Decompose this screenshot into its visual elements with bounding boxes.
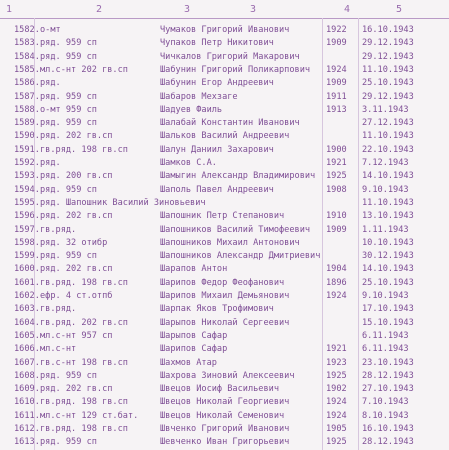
row-number: 1602. <box>14 291 40 301</box>
rank-unit: ряд. 32 отибр <box>40 237 108 248</box>
table-row <box>0 383 449 396</box>
date-cell: 13.10.1943 <box>362 211 414 222</box>
date-cell: 23.10.1943 <box>362 357 414 368</box>
birth-year: 1924 <box>326 410 347 421</box>
table-row <box>0 343 449 356</box>
person-name: Швченко Григорий Иванович <box>160 424 290 434</box>
column-header-1: 1 <box>6 4 13 15</box>
birth-year: 1905 <box>326 424 347 434</box>
rank-unit: ряд. 959 сп <box>40 251 97 262</box>
table-row <box>0 37 449 50</box>
birth-year: 1908 <box>326 184 347 195</box>
date-cell: 1.11.1943 <box>362 224 409 235</box>
table-row <box>0 410 449 423</box>
rank-unit: гв.ряд. 198 гв.сп <box>40 424 128 434</box>
rank-unit: мл.с-нт 202 гв.сп <box>40 64 128 75</box>
birth-year: 1925 <box>326 171 347 182</box>
table-row <box>0 130 449 143</box>
column-header-3a: 3 <box>184 4 191 15</box>
person-name: Шапошников Михаил Антонович <box>160 237 300 248</box>
row-number: 1611. <box>14 410 40 421</box>
person-name: Шамыгин Александр Владимирович <box>160 171 316 182</box>
date-cell: 30.12.1943 <box>362 251 414 262</box>
rank-unit: ряд. 959 сп <box>40 91 97 102</box>
rank-unit: ряд. 202 гв.сп <box>40 264 113 275</box>
table-row <box>0 117 449 130</box>
rank-unit: гв.ряд. <box>40 224 77 235</box>
table-row <box>0 184 449 197</box>
row-number: 1600. <box>14 264 40 275</box>
row-number: 1609. <box>14 384 40 395</box>
table-row <box>0 250 449 263</box>
table-row <box>0 357 449 370</box>
rank-unit: ефр. 4 ст.отпб <box>40 291 113 301</box>
column-header-4: 4 <box>344 4 351 15</box>
date-cell: 15.10.1943 <box>362 317 414 328</box>
birth-year: 1909 <box>326 78 347 89</box>
row-number: 1607. <box>14 357 40 368</box>
birth-year: 1924 <box>326 64 347 75</box>
person-name: Шапошников Александр Дмитриевич <box>160 251 321 262</box>
table-row <box>0 277 449 290</box>
person-name: Шахмов Атар <box>160 357 217 368</box>
row-number: 1603. <box>14 304 40 315</box>
row-number: 1585. <box>14 64 40 75</box>
row-number: 1592. <box>14 158 40 168</box>
date-cell: 25.10.1943 <box>362 277 414 288</box>
row-number: 1606. <box>14 344 40 355</box>
column-header-2: 2 <box>96 4 103 15</box>
person-name: Шарыпов Николай Сергеевич <box>160 317 290 328</box>
date-cell: 27.12.1943 <box>362 118 414 129</box>
row-number: 1610. <box>14 397 40 408</box>
person-name: Шапошник Петр Степанович <box>160 211 285 222</box>
person-name: Шапошников Василий Тимофеевич <box>160 224 311 235</box>
person-name: Шадуев Фаиль <box>160 104 223 115</box>
date-cell: 11.10.1943 <box>362 64 414 75</box>
birth-year: 1902 <box>326 384 347 395</box>
row-number: 1589. <box>14 118 40 129</box>
birth-year: 1909 <box>326 224 347 235</box>
table-row <box>0 24 449 37</box>
rank-unit: ряд. 202 гв.сп <box>40 211 113 222</box>
date-cell: 27.10.1943 <box>362 384 414 395</box>
rank-unit: гв.ряд. 198 гв.сп <box>40 397 128 408</box>
rank-unit: гв.ряд. 202 гв.сп <box>40 317 128 328</box>
date-cell: 22.10.1943 <box>362 144 414 155</box>
table-row <box>0 303 449 316</box>
date-cell: 16.10.1943 <box>362 424 414 434</box>
rank-unit: ряд. 959 сп <box>40 118 97 129</box>
rank-unit: ряд. Шапошник Василий Зиновьевич <box>40 197 206 208</box>
person-name: Шальков Василий Андреевич <box>160 131 290 142</box>
column-header-row <box>0 2 449 18</box>
birth-year: 1921 <box>326 158 347 168</box>
row-number: 1601. <box>14 277 40 288</box>
table-row <box>0 423 449 436</box>
person-name: Шарапов Антон <box>160 264 228 275</box>
person-name: Шарипов Михаил Демьянович <box>160 291 290 301</box>
person-name: Чупаков Петр Никитович <box>160 38 274 49</box>
birth-year: 1924 <box>326 397 347 408</box>
rank-unit: ряд. 959 сп <box>40 184 97 195</box>
date-cell: 11.10.1943 <box>362 197 414 208</box>
birth-year: 1922 <box>326 25 347 35</box>
row-number: 1596. <box>14 211 40 222</box>
header-rule <box>0 18 449 19</box>
rank-unit: мл.с-нт 129 ст.бат. <box>40 410 139 421</box>
date-cell: 6.11.1943 <box>362 330 409 341</box>
row-number: 1593. <box>14 171 40 182</box>
table-row <box>0 170 449 183</box>
person-name: Шарпак Яков Трофимович <box>160 304 274 315</box>
row-number: 1591. <box>14 144 40 155</box>
rank-unit: ряд. <box>40 78 61 89</box>
table-row <box>0 396 449 409</box>
row-number: 1586. <box>14 78 40 89</box>
birth-year: 1923 <box>326 357 347 368</box>
person-name: Шалабай Константин Иванович <box>160 118 300 129</box>
person-name: Шабаров Мехзаге <box>160 91 238 102</box>
person-name: Шарипов Сафар <box>160 344 228 355</box>
row-number: 1582. <box>14 25 40 35</box>
row-number: 1608. <box>14 370 40 381</box>
birth-year: 1924 <box>326 291 347 301</box>
rank-unit: о-мт 959 сп <box>40 104 97 115</box>
date-cell: 14.10.1943 <box>362 264 414 275</box>
row-number: 1605. <box>14 330 40 341</box>
table-row <box>0 263 449 276</box>
date-cell: 17.10.1943 <box>362 304 414 315</box>
date-cell: 9.10.1943 <box>362 184 409 195</box>
table-row <box>0 64 449 77</box>
rank-unit: мл.с-нт 957 сп <box>40 330 113 341</box>
rank-unit: ряд. 200 гв.сп <box>40 171 113 182</box>
rank-unit: ряд. 202 гв.сп <box>40 131 113 142</box>
birth-year: 1913 <box>326 104 347 115</box>
person-name: Шарыпов Сафар <box>160 330 228 341</box>
row-number: 1584. <box>14 51 40 62</box>
date-cell: 16.10.1943 <box>362 25 414 35</box>
rank-unit: гв.ряд. 198 гв.сп <box>40 277 128 288</box>
row-number: 1613. <box>14 437 40 448</box>
table-row <box>0 144 449 157</box>
person-name: Швецов Николай Семенович <box>160 410 285 421</box>
person-name: Чумаков Григорий Иванович <box>160 25 290 35</box>
person-name: Швецов Иосиф Васильевич <box>160 384 279 395</box>
birth-year: 1910 <box>326 211 347 222</box>
row-number: 1583. <box>14 38 40 49</box>
date-cell: 7.10.1943 <box>362 397 409 408</box>
rank-unit: ряд. 959 сп <box>40 38 97 49</box>
person-name: Шевченко Иван Григорьевич <box>160 437 290 448</box>
row-number: 1594. <box>14 184 40 195</box>
person-name: Шахрова Зиновий Алексеевич <box>160 370 295 381</box>
date-cell: 3.11.1943 <box>362 104 409 115</box>
birth-year: 1911 <box>326 91 347 102</box>
table-row <box>0 77 449 90</box>
birth-year: 1900 <box>326 144 347 155</box>
birth-year: 1921 <box>326 344 347 355</box>
date-cell: 10.10.1943 <box>362 237 414 248</box>
rank-unit: ряд. 959 сп <box>40 437 97 448</box>
person-name: Швецов Николай Георгиевич <box>160 397 290 408</box>
date-cell: 28.12.1943 <box>362 370 414 381</box>
table-row <box>0 91 449 104</box>
person-name: Шамков С.А. <box>160 158 217 168</box>
table-row <box>0 237 449 250</box>
row-number: 1612. <box>14 424 40 434</box>
row-number: 1595. <box>14 197 40 208</box>
rank-unit: гв.ряд. <box>40 304 77 315</box>
column-header-5: 5 <box>396 4 403 15</box>
date-cell: 29.12.1943 <box>362 91 414 102</box>
person-name: Шабунин Егор Андреевич <box>160 78 274 89</box>
date-cell: 14.10.1943 <box>362 171 414 182</box>
date-cell: 9.10.1943 <box>362 291 409 301</box>
table-row <box>0 210 449 223</box>
row-number: 1587. <box>14 91 40 102</box>
row-number: 1604. <box>14 317 40 328</box>
rank-unit: гв.с-нт 198 гв.сп <box>40 357 128 368</box>
date-cell: 11.10.1943 <box>362 131 414 142</box>
table-row <box>0 197 449 210</box>
date-cell: 8.10.1943 <box>362 410 409 421</box>
date-cell: 25.10.1943 <box>362 78 414 89</box>
person-name: Шабунин Григорий Поликарпович <box>160 64 311 75</box>
date-cell: 6.11.1943 <box>362 344 409 355</box>
rank-unit: ряд. 959 сп <box>40 51 97 62</box>
rank-unit: мл.с-нт <box>40 344 77 355</box>
table-row <box>0 370 449 383</box>
date-cell: 29.12.1943 <box>362 51 414 62</box>
rank-unit: гв.ряд. 198 гв.сп <box>40 144 128 155</box>
table-row <box>0 290 449 303</box>
table-row <box>0 330 449 343</box>
person-name: Чичкалов Григорий Макарович <box>160 51 300 62</box>
birth-year: 1904 <box>326 264 347 275</box>
table-row <box>0 317 449 330</box>
row-number: 1590. <box>14 131 40 142</box>
row-number: 1599. <box>14 251 40 262</box>
row-number: 1588. <box>14 104 40 115</box>
table-row <box>0 51 449 64</box>
table-row <box>0 104 449 117</box>
table-row <box>0 224 449 237</box>
table-row <box>0 157 449 170</box>
birth-year: 1896 <box>326 277 347 288</box>
person-name: Шалун Даниил Захарович <box>160 144 274 155</box>
table-row <box>0 436 449 449</box>
date-cell: 29.12.1943 <box>362 38 414 49</box>
rank-unit: ряд. 202 гв.сп <box>40 384 113 395</box>
birth-year: 1909 <box>326 38 347 49</box>
date-cell: 7.12.1943 <box>362 158 409 168</box>
person-name: Шаполь Павел Андреевич <box>160 184 274 195</box>
birth-year: 1925 <box>326 370 347 381</box>
person-name: Шарипов Федор Феофанович <box>160 277 285 288</box>
rank-unit: ряд. 959 сп <box>40 370 97 381</box>
birth-year: 1925 <box>326 437 347 448</box>
rank-unit: ряд. <box>40 158 61 168</box>
rank-unit: о-мт <box>40 25 61 35</box>
row-number: 1598. <box>14 237 40 248</box>
column-header-3b: 3 <box>250 4 257 15</box>
date-cell: 28.12.1943 <box>362 437 414 448</box>
row-number: 1597. <box>14 224 40 235</box>
